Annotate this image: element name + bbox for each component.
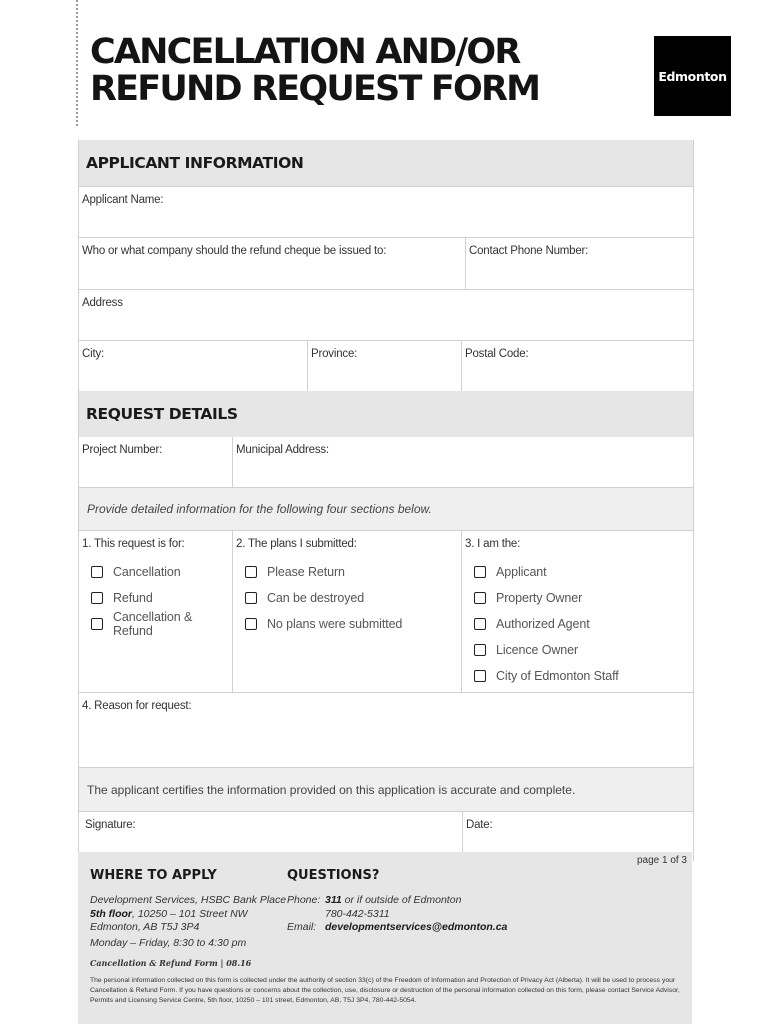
signature-field[interactable]: Signature: — [85, 819, 136, 831]
applicant-name-row — [79, 186, 693, 237]
office-address: Development Services, HSBC Bank Place 5th floor, 10250 – 101 Street NW Edmonton, AB T5J 3P4 Monday – Friday, 8:30 to 4:30 pm — [90, 894, 287, 949]
checkbox-icon[interactable] — [245, 618, 257, 630]
address-row — [79, 289, 693, 340]
contact-phone-field[interactable]: Contact Phone Number: — [465, 238, 693, 289]
option-authorized-agent[interactable]: Authorized Agent — [474, 611, 690, 637]
option-no-plans[interactable]: No plans were submitted — [245, 611, 458, 637]
project-number-field[interactable]: Project Number: — [82, 444, 163, 456]
option-can-be-destroyed[interactable]: Can be destroyed — [245, 585, 458, 611]
checkbox-icon[interactable] — [91, 618, 103, 630]
municipal-address-field[interactable]: Municipal Address: — [232, 437, 693, 487]
province-field[interactable]: Province: — [307, 341, 461, 391]
reason-row — [79, 692, 693, 767]
privacy-notice: The personal information collected on this form is collected under the authority of section 33(c) of the Freedom of Information and Protection of Privacy Act (Alberta). It will be used to process your Cancellation & Refund Form. If you have questions or concerns about the collection, use, disclosure or destruction of the personal information collected on this form, please contact Service Advisor, Permits and Licensing Service Centre, 5th floor, 10250 – 101 street, Edmonton, AB, T5J 3P4, 780-442-5054. — [90, 977, 680, 1004]
applicant-name-field[interactable]: Applicant Name: — [82, 194, 164, 206]
form-body — [78, 140, 694, 861]
option-please-return[interactable]: Please Return — [245, 559, 458, 585]
option-property-owner[interactable]: Property Owner — [474, 585, 690, 611]
page-number: page 1 of 3 — [636, 855, 687, 866]
date-field[interactable]: Date: — [462, 812, 693, 861]
role-column — [461, 531, 693, 692]
form-identifier: Cancellation & Refund Form | 08.16 — [90, 958, 252, 968]
city-row — [79, 340, 693, 391]
checkbox-icon[interactable] — [245, 566, 257, 578]
option-applicant[interactable]: Applicant — [474, 559, 690, 585]
checkbox-icon[interactable] — [474, 618, 486, 630]
office-hours: Monday – Friday, 8:30 to 4:30 pm — [90, 936, 247, 949]
applicant-section-heading: APPLICANT INFORMATION — [79, 140, 693, 186]
contact-info: Phone: 311 or if outside of Edmonton 780-442-5311 Email: developmentservices@edmonton.ca — [287, 894, 508, 933]
footer-panel — [78, 852, 692, 1024]
option-refund[interactable]: Refund — [91, 585, 229, 611]
plans-label: 2. The plans I submitted: — [236, 538, 357, 550]
checkbox-icon[interactable] — [474, 644, 486, 656]
request-type-label: 1. This request is for: — [82, 538, 185, 550]
request-section-heading: REQUEST DETAILS — [79, 391, 693, 437]
city-field[interactable]: City: — [82, 348, 105, 360]
email-link[interactable]: developmentservices@edmonton.ca — [325, 921, 508, 933]
title-line-1: CANCELLATION AND/OR — [90, 32, 520, 72]
cheque-payee-field[interactable]: Who or what company should the refund cheque be issued to: — [82, 245, 387, 257]
checkbox-icon[interactable] — [474, 670, 486, 682]
option-city-staff[interactable]: City of Edmonton Staff — [474, 663, 690, 689]
plans-column — [232, 531, 461, 692]
checkbox-icon[interactable] — [91, 592, 103, 604]
edmonton-logo — [654, 36, 731, 116]
binding-margin-line — [76, 0, 78, 126]
address-field[interactable]: Address — [82, 297, 123, 309]
checkbox-icon[interactable] — [474, 592, 486, 604]
option-licence-owner[interactable]: Licence Owner — [474, 637, 690, 663]
options-row — [79, 530, 693, 692]
where-to-apply-heading: WHERE TO APPLY — [90, 868, 217, 883]
request-type-column — [79, 531, 232, 692]
certification-text: The applicant certifies the information provided on this application is accurate and complete. — [79, 767, 693, 811]
project-row — [79, 437, 693, 487]
cheque-row — [79, 237, 693, 289]
title-line-2: REFUND REQUEST FORM — [90, 69, 540, 109]
role-label: 3. I am the: — [465, 538, 521, 550]
checkbox-icon[interactable] — [474, 566, 486, 578]
logo-text: Edmonton — [658, 68, 727, 84]
instruction-text: Provide detailed information for the following four sections below. — [79, 487, 693, 530]
reason-field[interactable]: 4. Reason for request: — [82, 700, 192, 712]
questions-heading: QUESTIONS? — [287, 868, 380, 883]
page-title — [90, 34, 610, 108]
checkbox-icon[interactable] — [245, 592, 257, 604]
option-cancellation[interactable]: Cancellation — [91, 559, 229, 585]
option-cancellation-refund[interactable]: Cancellation & Refund — [91, 611, 229, 637]
postal-code-field[interactable]: Postal Code: — [461, 341, 693, 391]
checkbox-icon[interactable] — [91, 566, 103, 578]
